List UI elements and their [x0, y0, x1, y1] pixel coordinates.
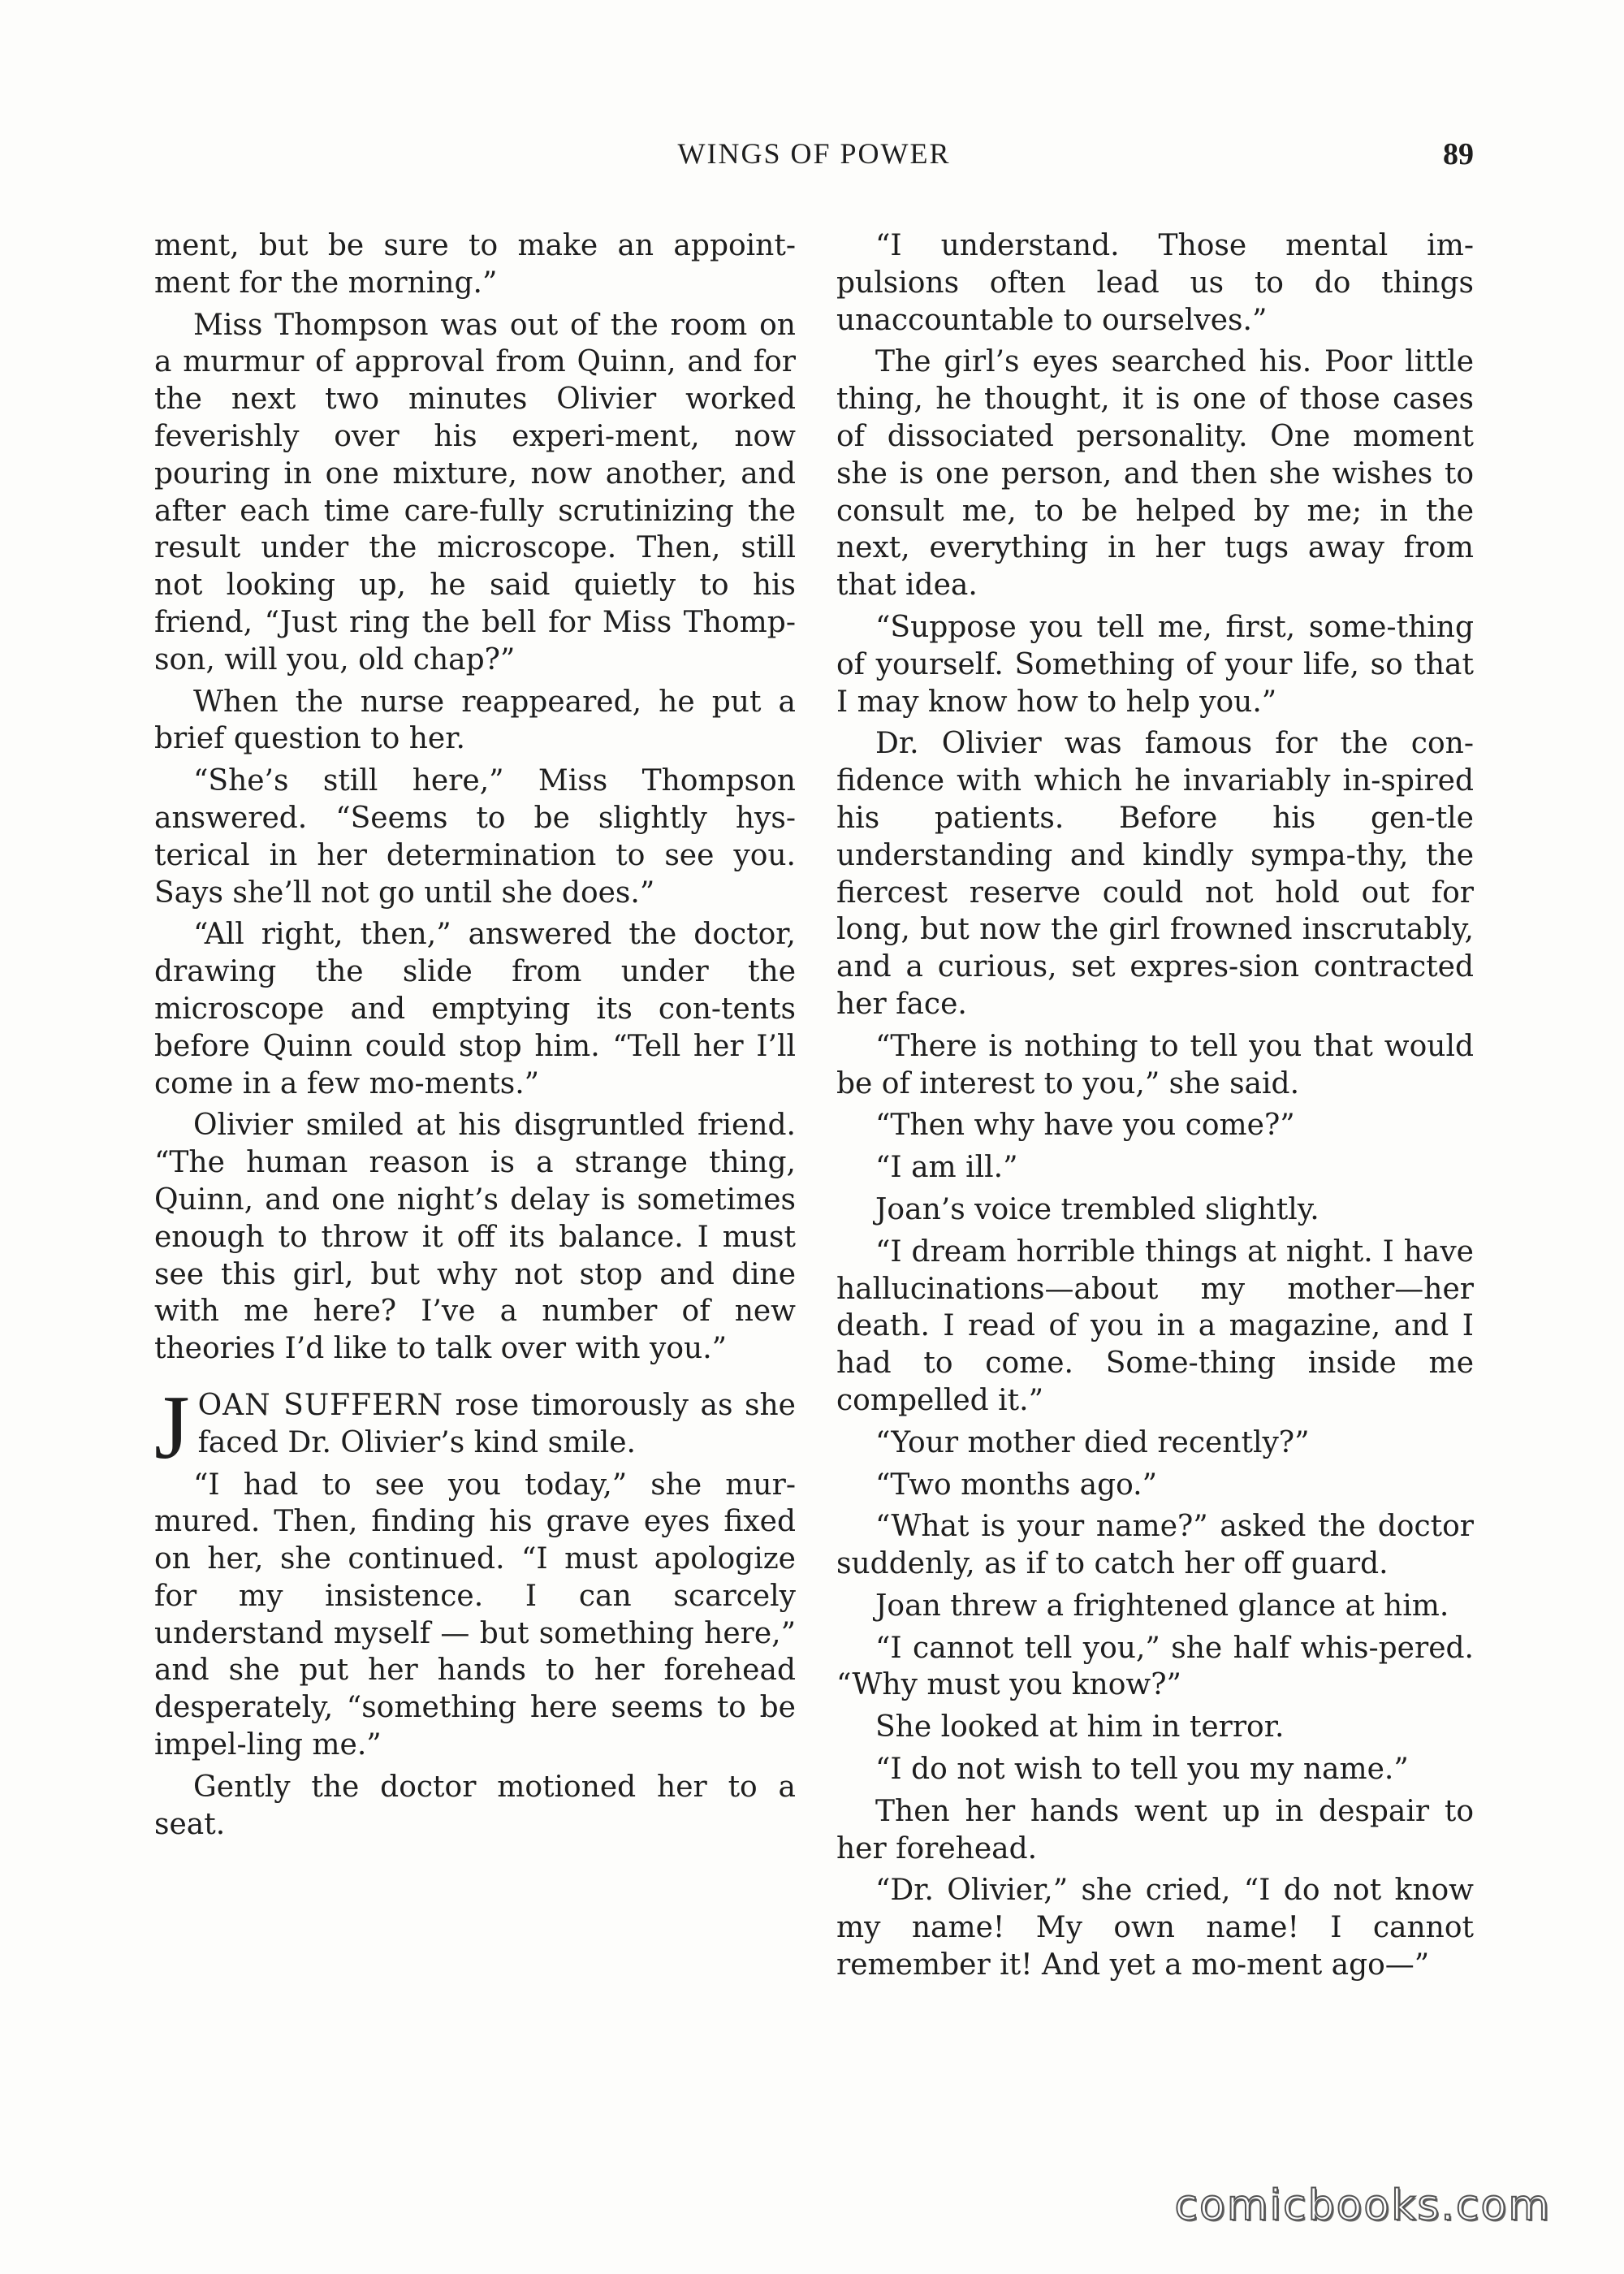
- paragraph: Joan threw a frightened glance at him.: [875, 1589, 1449, 1623]
- paragraph: “Two months ago.”: [875, 1468, 1158, 1502]
- paragraph: “Then why have you come?”: [875, 1109, 1295, 1143]
- paragraph: “I cannot tell you,” she half whis-pered. “Why must you know?”: [836, 1631, 1474, 1702]
- page-number: 89: [1443, 137, 1474, 171]
- watermark: comicbooks.com: [1174, 2181, 1551, 2230]
- paragraph: She looked at him in terror.: [875, 1710, 1285, 1744]
- paragraph: Olivier smiled at his disgruntled friend. “The human reason is a strange thing, Quinn, and one night’s delay is sometimes enough to throw it off its balance. I must see this girl, but why not stop and dine with me here? I’ve a number of new theories I’d like to talk over with you.”: [154, 1109, 796, 1366]
- paragraph: ment, but be sure to make an appoint-ment for the morning.”: [154, 229, 796, 300]
- paragraph: Miss Thompson was out of the room on a murmur of approval from Quinn, and for the next two minutes Olivier worked feverishly over his experi-ment, now pouring in one mixture, now another, and after each time care-fully scrutinizing the result under the microscope. Then, still not looking up, he said quietly to his friend, “Just ring the bell for Miss Thomp-son, will you, old chap?”: [154, 308, 796, 677]
- lead-in-rest: rose timorously as she faced Dr. Olivier’s kind smile.: [197, 1388, 796, 1459]
- paragraph: When the nurse reappeared, he put a brief question to her.: [154, 685, 796, 756]
- paragraph: “I understand. Those mental im-pulsions often lead us to do things unaccountable to ourselves.”: [836, 229, 1474, 337]
- paragraph: “Dr. Olivier,” she cried, “I do not know my name! My own name! I cannot remember it! And yet a mo-ment ago—”: [836, 1874, 1474, 1982]
- lead-in-smallcaps: OAN SUFFERN: [197, 1388, 444, 1422]
- paragraph: “All right, then,” answered the doctor, drawing the slide from under the microscope and emptying its con-tents before Quinn could stop him. “Tell her I’ll come in a few mo-ments.”: [154, 918, 796, 1100]
- left-column: [154, 227, 796, 1848]
- drop-cap: J: [154, 1377, 190, 1478]
- paragraph: The girl’s eyes searched his. Poor little thing, he thought, it is one of those cases of dissociated personality. One moment she is one person, and then she wishes to consult me, to be helped by me; in the next, everything in her tugs away from that idea.: [836, 345, 1474, 603]
- paragraph: Dr. Olivier was famous for the con-fidence with which he invariably in-spired his patients. Before his gen-tle understanding and kindly sympa-thy, the fiercest reserve could not hold out for long, but now the girl frowned inscrutably, and a curious, set expres-sion contracted her face.: [836, 727, 1474, 1021]
- paragraph: Then her hands went up in despair to her forehead.: [836, 1794, 1474, 1865]
- page-header: [154, 136, 1474, 185]
- paragraph: “I do not wish to tell you my name.”: [875, 1753, 1409, 1787]
- running-head: WINGS OF POWER: [677, 137, 951, 170]
- section-start-paragraph: [154, 1377, 796, 1478]
- paragraph: “I dream horrible things at night. I have hallucinations—about my mother—her death. I read of you in a magazine, and I had to come. Some-thing inside me compelled it.”: [836, 1234, 1474, 1417]
- paragraph: “What is your name?” asked the doctor suddenly, as if to catch her off guard.: [836, 1510, 1474, 1581]
- paragraph: “I had to see you today,” she mur-mured. Then, finding his grave eyes fixed on her, she continued. “I must apologize for my insistence. I can scarcely understand myself — but something here,” and she put her hands to her forehead desperately, “something here seems to be impel-ling me.”: [154, 1468, 796, 1762]
- paragraph: “Your mother died recently?”: [875, 1425, 1310, 1459]
- paragraph: “She’s still here,” Miss Thompson answered. “Seems to be slightly hys-terical in her determination to see you. Says she’ll not go until she does.”: [154, 764, 796, 910]
- paragraph: “I am ill.”: [875, 1151, 1018, 1185]
- paragraph: “There is nothing to tell you that would be of interest to you,” she said.: [836, 1029, 1474, 1100]
- right-column: [836, 227, 1474, 1989]
- paragraph: Joan’s voice trembled slightly.: [875, 1192, 1320, 1226]
- paragraph: Gently the doctor motioned her to a seat.: [154, 1770, 796, 1841]
- paragraph: “Suppose you tell me, first, some-thing of yourself. Something of your life, so that I may know how to help you.”: [836, 610, 1474, 719]
